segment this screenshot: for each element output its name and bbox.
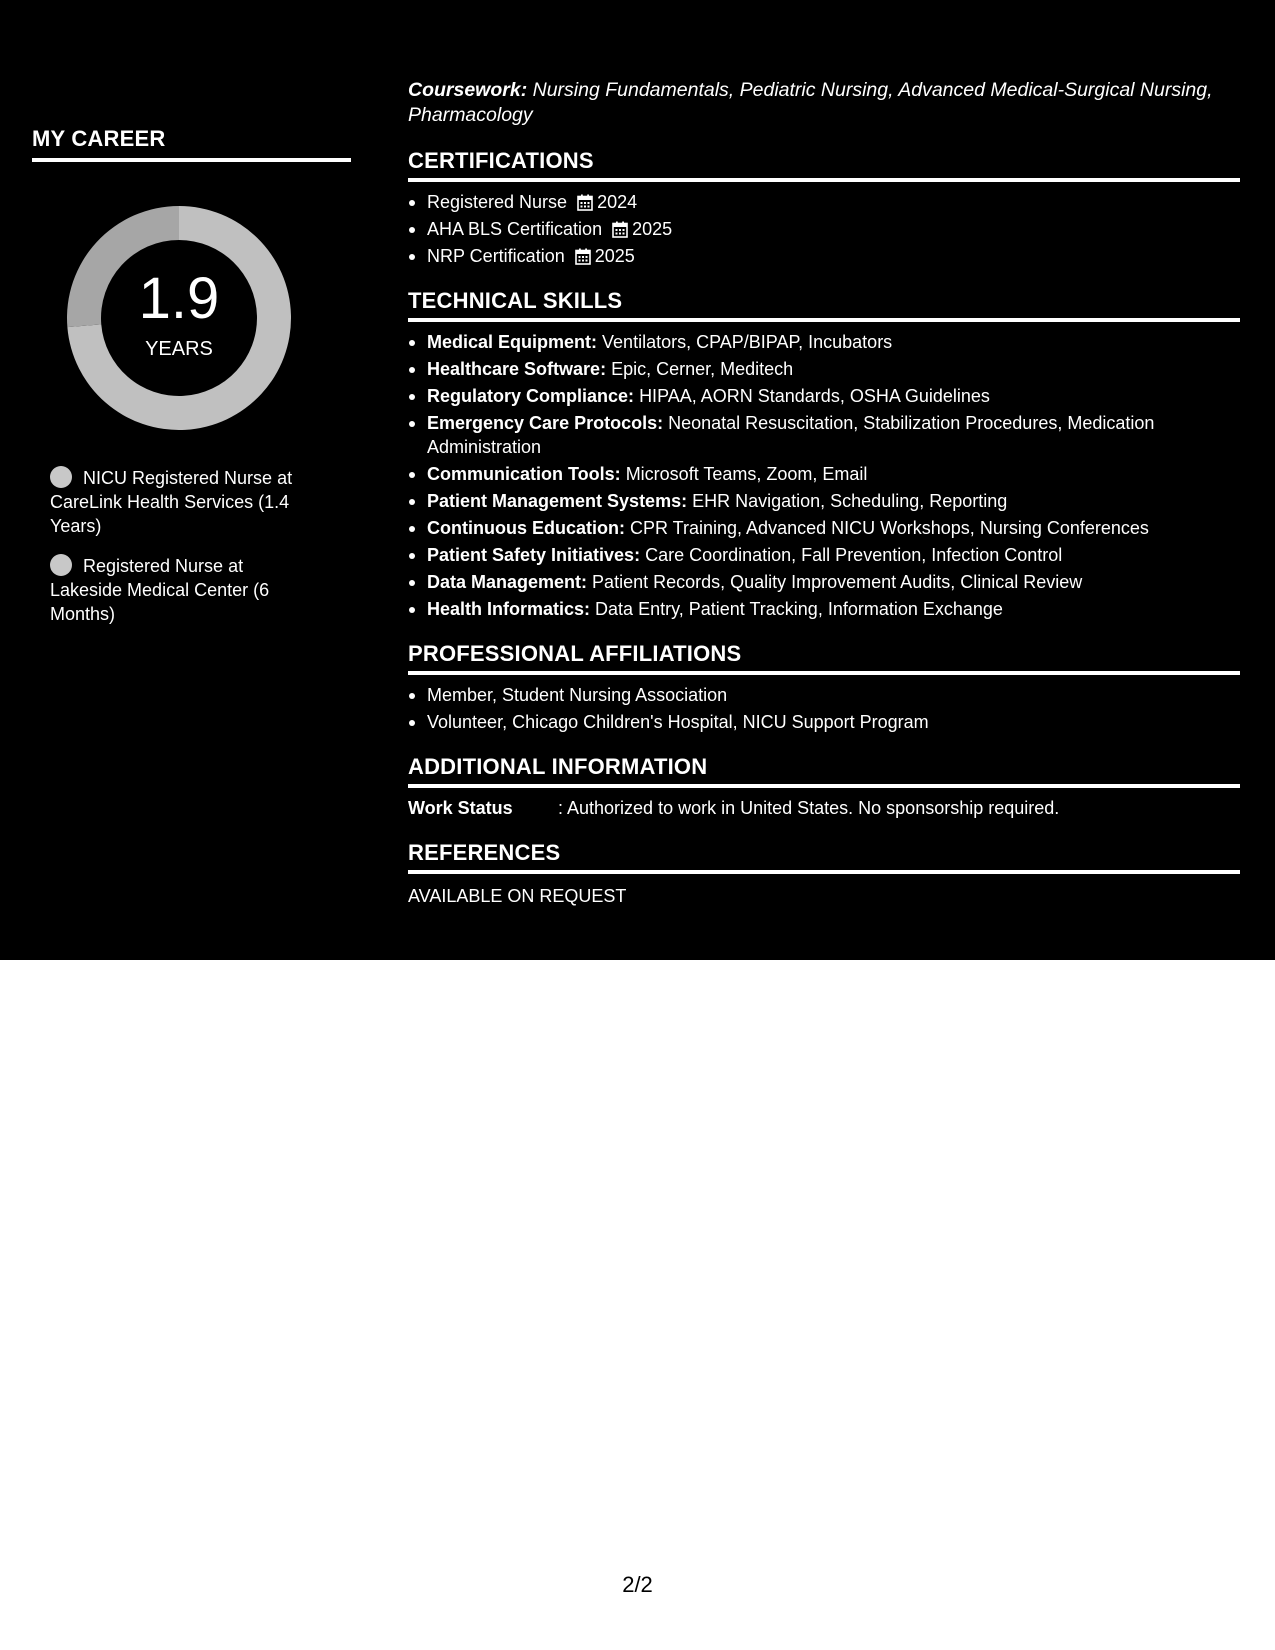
skill-key: Continuous Education:	[427, 518, 625, 538]
skill-key: Regulatory Compliance:	[427, 386, 635, 406]
technical-skills-section	[408, 288, 1240, 621]
skill-value: HIPAA, AORN Standards, OSHA Guidelines	[639, 386, 990, 406]
legend-dot-icon	[50, 554, 72, 576]
certification-year: 2024	[597, 192, 638, 212]
affiliation-item: Member, Student Nursing Association	[408, 683, 1240, 707]
section-title: PROFESSIONAL AFFILIATIONS	[408, 641, 1240, 675]
calendar-icon	[575, 248, 591, 265]
career-item	[50, 554, 320, 626]
career-list	[50, 466, 320, 642]
certification-item	[408, 217, 1240, 241]
section-title: TECHNICAL SKILLS	[408, 288, 1240, 322]
career-item	[50, 466, 320, 538]
coursework	[408, 78, 1240, 128]
legend-dot-icon	[50, 466, 72, 488]
skill-value: Ventilators, CPAP/BIPAP, Incubators	[602, 332, 893, 352]
calendar-icon	[612, 221, 628, 238]
certification-item	[408, 244, 1240, 268]
coursework-label: Coursework:	[408, 79, 528, 101]
skill-item	[408, 411, 1240, 459]
certification-year: 2025	[632, 219, 673, 239]
work-status-value: : Authorized to work in United States. No sponsorship required.	[558, 798, 1060, 818]
career-item-label: NICU Registered Nurse at CareLink Health Services (1.4 Years)	[50, 468, 293, 536]
skill-key: Healthcare Software:	[427, 359, 607, 379]
career-heading: MY CAREER	[32, 126, 351, 162]
skill-value: Data Entry, Patient Tracking, Information Exchange	[595, 599, 1003, 619]
skill-item	[408, 516, 1240, 540]
additional-info-section	[408, 754, 1240, 820]
skill-key: Communication Tools:	[427, 464, 621, 484]
section-title: ADDITIONAL INFORMATION	[408, 754, 1240, 788]
skill-item	[408, 570, 1240, 594]
sidebar	[0, 0, 380, 960]
references-section	[408, 840, 1240, 908]
skill-item	[408, 543, 1240, 567]
certifications-section	[408, 148, 1240, 268]
skill-item	[408, 330, 1240, 354]
affiliation-item: Volunteer, Chicago Children's Hospital, NICU Support Program	[408, 710, 1240, 734]
calendar-icon	[577, 194, 593, 211]
references-text: AVAILABLE ON REQUEST	[408, 886, 627, 906]
certification-name: AHA BLS Certification	[427, 219, 603, 239]
section-title: REFERENCES	[408, 840, 1240, 874]
donut-unit-label: YEARS	[145, 338, 213, 360]
skill-key: Emergency Care Protocols:	[427, 413, 664, 433]
work-status-label: Work Status	[408, 798, 513, 818]
affiliations-section	[408, 641, 1240, 734]
coursework-text: Nursing Fundamentals, Pediatric Nursing, Advanced Medical-Surgical Nursing, Pharmacology	[408, 79, 1213, 126]
certification-name: Registered Nurse	[427, 192, 568, 212]
skill-key: Data Management:	[427, 572, 588, 592]
skill-key: Patient Management Systems:	[427, 491, 688, 511]
skill-item	[408, 357, 1240, 381]
career-donut-chart	[66, 205, 292, 431]
skill-value: Patient Records, Quality Improvement Audits, Clinical Review	[592, 572, 1083, 592]
skill-key: Patient Safety Initiatives:	[427, 545, 641, 565]
skill-value: Neonatal Resuscitation, Stabilization Procedures, Medication Administration	[427, 413, 1155, 457]
career-item-label: Registered Nurse at Lakeside Medical Center (6 Months)	[50, 556, 270, 624]
certification-year: 2025	[594, 246, 635, 266]
skill-key: Medical Equipment:	[427, 332, 598, 352]
skill-value: Epic, Cerner, Meditech	[611, 359, 794, 379]
skill-item	[408, 597, 1240, 621]
skills-list	[408, 330, 1240, 621]
skill-item	[408, 462, 1240, 486]
work-status-row	[408, 796, 1240, 820]
skill-item	[408, 384, 1240, 408]
certification-name: NRP Certification	[427, 246, 565, 266]
section-title: CERTIFICATIONS	[408, 148, 1240, 182]
certifications-list	[408, 190, 1240, 268]
skill-item	[408, 489, 1240, 513]
skill-value: Care Coordination, Fall Prevention, Infection Control	[645, 545, 1063, 565]
skill-value: CPR Training, Advanced NICU Workshops, Nursing Conferences	[630, 518, 1149, 538]
skill-key: Health Informatics:	[427, 599, 591, 619]
affiliations-list	[408, 683, 1240, 734]
skill-value: EHR Navigation, Scheduling, Reporting	[692, 491, 1008, 511]
skill-value: Microsoft Teams, Zoom, Email	[625, 464, 868, 484]
certification-item	[408, 190, 1240, 214]
donut-total-value: 1.9	[138, 266, 220, 331]
page-number: 2/2	[622, 1572, 653, 1597]
main-content	[408, 78, 1240, 908]
